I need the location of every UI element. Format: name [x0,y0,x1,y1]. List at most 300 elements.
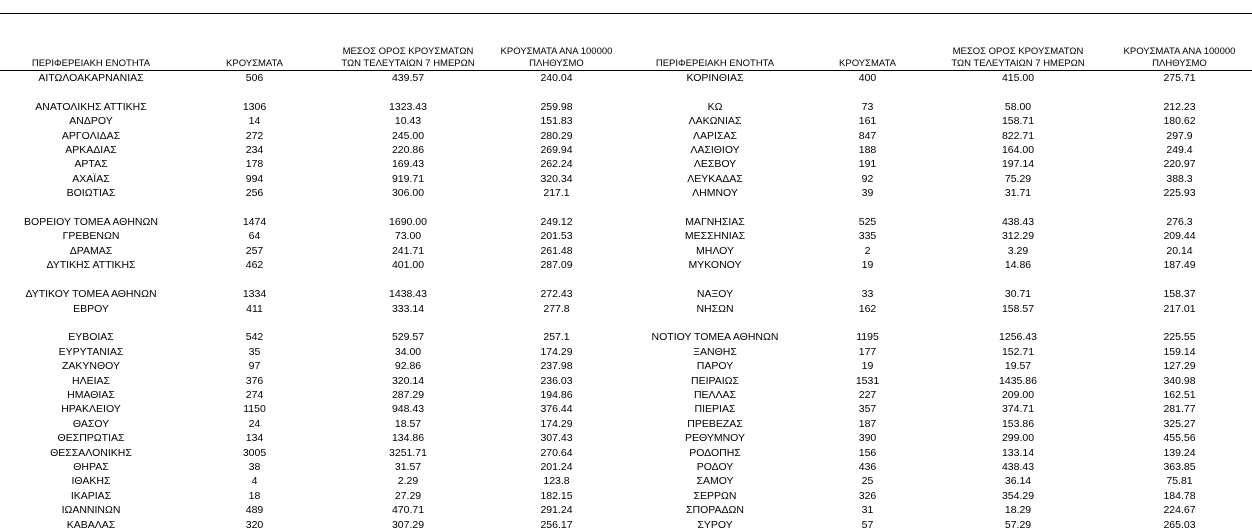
region-cell: ΣΠΟΡΑΔΩΝ [686,504,744,517]
value-cell: 164.00 [1001,144,1035,157]
region-cell [0,316,182,330]
value-cell: 529.57 [391,331,425,344]
table-row [0,417,1252,431]
value-cell: 436 [858,460,877,473]
value-cell: 376 [245,374,264,387]
value-cell: 209.00 [1001,388,1035,401]
region-cell: ΣΑΜΟΥ [696,475,734,488]
value-cell: 249.12 [540,216,573,229]
table-row [0,143,1252,157]
value-cell: 261.48 [540,244,573,257]
value-cell: 75.29 [1004,172,1032,185]
value-cell: 18.29 [1004,504,1032,517]
value-cell: 14.86 [1004,259,1032,272]
value-cell: 39 [861,187,874,200]
table-body [0,71,1252,532]
value-cell [489,316,624,330]
value-cell: 272.43 [540,288,573,301]
value-cell: 270.64 [540,446,573,459]
column-header [327,40,489,71]
value-cell: 265.03 [1163,518,1196,531]
region-cell: ΗΛΕΙΑΣ [71,374,110,387]
value-cell: 180.62 [1163,115,1196,128]
region-cell: ΒΟΡΕΙΟΥ ΤΟΜΕΑ ΑΘΗΝΩΝ [24,216,158,229]
column-header [489,40,624,71]
value-cell: 1323.43 [389,100,427,113]
region-cell [624,201,806,215]
column-header [0,40,182,71]
value-cell: 401.00 [391,259,425,272]
region-cell: ΓΡΕΒΕΝΩΝ [62,230,120,243]
value-cell: 240.04 [540,72,573,84]
value-cell: 191 [858,158,877,171]
region-cell: ΠΡΕΒΕΖΑΣ [687,417,743,430]
value-cell: 27.29 [394,489,422,502]
region-cell: ΗΜΑΘΙΑΣ [67,388,115,401]
value-cell: 241.71 [391,244,425,257]
value-cell: 225.55 [1163,331,1196,344]
column-header-line [182,46,327,58]
region-cell: ΠΕΙΡΑΙΩΣ [691,374,739,387]
value-cell: 276.3 [1166,216,1193,229]
region-cell: ΝΟΤΙΟΥ ΤΟΜΕΑ ΑΘΗΝΩΝ [651,331,779,344]
value-cell: 158.71 [1001,115,1035,128]
table-row [0,172,1252,186]
column-header-line: ΠΛΗΘΥΣΜΟ [1152,58,1207,69]
column-header [624,40,806,71]
column-header-line: ΜΕΣΟΣ ΟΡΟΣ ΚΡΟΥΣΜΑΤΩΝ [952,46,1084,57]
column-header-line: ΠΕΡΙΦΕΡΕΙΑΚΗ ΕΝΟΤΗΤΑ [655,58,775,69]
value-cell: 161 [858,115,877,128]
value-cell: 390 [858,432,877,445]
region-cell: ΑΝΑΤΟΛΙΚΗΣ ΑΤΤΙΚΗΣ [35,100,147,113]
table-row [0,402,1252,416]
value-cell: 92 [861,172,874,185]
value-cell: 20.14 [1166,244,1193,257]
value-cell: 455.56 [1163,432,1196,445]
value-cell: 127.29 [1163,360,1196,373]
value-cell: 281.77 [1163,403,1196,416]
value-cell: 307.43 [540,432,573,445]
value-cell: 333.14 [391,302,425,315]
region-cell: ΖΑΚΥΝΘΟΥ [61,360,120,373]
region-cell: ΠΑΡΟΥ [696,360,734,373]
value-cell: 256.17 [540,518,573,531]
value-cell: 182.15 [540,489,573,502]
table-row [0,100,1252,114]
value-cell: 10.43 [394,115,422,128]
column-header-line: ΠΕΡΙΦΕΡΕΙΑΚΗ ΕΝΟΤΗΤΑ [31,58,151,69]
table-row [0,71,1252,86]
value-cell: 97 [248,360,261,373]
value-cell: 162 [858,302,877,315]
value-cell: 236.03 [540,374,573,387]
region-cell: ΕΥΒΟΙΑΣ [68,331,114,344]
value-cell: 287.09 [540,259,573,272]
value-cell [327,316,489,330]
value-cell [929,85,1107,99]
region-cell: ΡΕΘΥΜΝΟΥ [684,432,745,445]
table-row [0,489,1252,503]
value-cell: 36.14 [1004,475,1032,488]
value-cell: 31.71 [1004,187,1032,200]
value-cell: 234 [245,144,264,157]
value-cell [806,85,929,99]
value-cell: 139.24 [1163,446,1196,459]
table-row [0,287,1252,301]
region-cell: ΣΕΡΡΩΝ [693,489,737,502]
value-cell: 212.23 [1163,100,1196,113]
value-cell: 4 [251,475,258,488]
value-cell [929,201,1107,215]
value-cell: 38 [248,460,261,473]
region-cell: ΔΡΑΜΑΣ [69,244,113,257]
value-cell: 24 [248,417,261,430]
value-cell: 19 [861,360,874,373]
value-cell [182,316,327,330]
spacer-row [0,201,1252,215]
value-cell: 259.98 [540,100,573,113]
value-cell: 31 [861,504,874,517]
table-row [0,129,1252,143]
cases-table [0,40,1252,532]
region-cell: ΠΙΕΡΙΑΣ [694,403,736,416]
value-cell: 388.3 [1166,172,1193,185]
region-cell: ΘΑΣΟΥ [72,417,110,430]
value-cell: 822.71 [1001,129,1035,142]
value-cell: 57 [861,518,874,531]
column-header-line [0,46,182,58]
value-cell: 187 [858,417,877,430]
region-cell: ΛΑΣΙΘΙΟΥ [690,144,740,157]
value-cell [1107,201,1252,215]
region-cell: ΘΕΣΣΑΛΟΝΙΚΗΣ [50,446,132,459]
value-cell [806,316,929,330]
region-cell: ΛΑΚΩΝΙΑΣ [688,115,742,128]
value-cell: 297.9 [1166,129,1193,142]
value-cell: 291.24 [540,504,573,517]
region-cell: ΜΗΛΟΥ [696,244,734,257]
value-cell: 542 [245,331,264,344]
region-cell: ΛΕΣΒΟΥ [693,158,737,171]
value-cell: 277.8 [543,302,570,315]
value-cell: 162.51 [1163,388,1196,401]
region-cell: ΞΑΝΘΗΣ [693,345,737,358]
value-cell: 158.37 [1163,288,1196,301]
value-cell: 57.29 [1004,518,1032,531]
value-cell: 262.24 [540,158,573,171]
value-cell [1107,316,1252,330]
region-cell [0,85,182,99]
value-cell: 363.85 [1163,460,1196,473]
column-header-line: ΜΕΣΟΣ ΟΡΟΣ ΚΡΟΥΣΜΑΤΩΝ [342,46,474,57]
value-cell: 280.29 [540,129,573,142]
spacer-row [0,85,1252,99]
table-row [0,460,1252,474]
table-row [0,431,1252,445]
header-row [0,40,1252,71]
value-cell: 325.27 [1163,417,1196,430]
value-cell [1107,85,1252,99]
region-cell [0,201,182,215]
table-row [0,503,1252,517]
value-cell: 153.86 [1001,417,1035,430]
value-cell: 18.57 [394,417,422,430]
region-cell: ΠΕΛΛΑΣ [693,388,737,401]
table-row [0,302,1252,316]
value-cell: 177 [858,345,877,358]
value-cell: 299.00 [1001,432,1035,445]
region-cell [624,273,806,287]
region-cell: ΑΧΑΪΑΣ [72,172,110,185]
region-cell: ΑΡΤΑΣ [74,158,108,171]
value-cell: 320.34 [540,172,573,185]
region-cell: ΛΕΥΚΑΔΑΣ [687,172,743,185]
region-cell: ΣΥΡΟΥ [697,518,733,531]
value-cell: 73.00 [394,230,422,243]
value-cell [327,273,489,287]
column-header [806,40,929,71]
value-cell: 1531 [855,374,880,387]
table-row [0,186,1252,200]
table-row [0,157,1252,171]
table-row [0,330,1252,344]
table-row [0,388,1252,402]
value-cell: 335 [858,230,877,243]
value-cell: 30.71 [1004,288,1032,301]
region-cell: ΒΟΙΩΤΙΑΣ [66,187,116,200]
table-row [0,359,1252,373]
region-cell: ΑΝΔΡΟΥ [69,115,113,128]
region-cell: ΜΕΣΣΗΝΙΑΣ [684,230,746,243]
table-row [0,374,1252,388]
value-cell: 35 [248,345,261,358]
region-cell [0,273,182,287]
value-cell: 201.24 [540,460,573,473]
region-cell: ΚΑΒΑΛΑΣ [66,518,116,531]
value-cell: 272 [245,129,264,142]
table-row [0,518,1252,532]
region-cell: ΝΑΞΟΥ [696,288,734,301]
value-cell: 159.14 [1163,345,1196,358]
column-header-line: ΚΡΟΥΣΜΑΤΑ [839,58,896,69]
value-cell: 33 [861,288,874,301]
value-cell: 439.57 [391,72,425,84]
value-cell [182,273,327,287]
value-cell: 1334 [242,288,267,301]
spacer-row [0,316,1252,330]
value-cell: 340.98 [1163,374,1196,387]
region-cell: ΡΟΔΟΠΗΣ [689,446,741,459]
value-cell: 847 [858,129,877,142]
value-cell: 257.1 [543,331,570,344]
value-cell: 1438.43 [389,288,427,301]
value-cell: 269.94 [540,144,573,157]
value-cell: 156 [858,446,877,459]
region-cell: ΔΥΤΙΚΟΥ ΤΟΜΕΑ ΑΘΗΝΩΝ [25,288,157,301]
column-header-line [806,46,929,58]
value-cell: 287.29 [391,388,425,401]
value-cell: 64 [248,230,261,243]
value-cell: 376.44 [540,403,573,416]
table-row [0,258,1252,272]
value-cell: 307.29 [391,518,425,531]
value-cell [327,201,489,215]
table-row [0,446,1252,460]
value-cell [182,85,327,99]
value-cell: 73 [861,100,874,113]
region-cell: ΙΚΑΡΙΑΣ [70,489,112,502]
value-cell: 357 [858,403,877,416]
value-cell: 320.14 [391,374,425,387]
region-cell: ΘΗΡΑΣ [73,460,109,473]
value-cell: 209.44 [1163,230,1196,243]
value-cell: 489 [245,504,264,517]
table-row [0,229,1252,243]
column-header-line: ΚΡΟΥΣΜΑΤΑ ΑΝΑ 100000 [500,46,613,57]
region-cell: ΑΙΤΩΛΟΑΚΑΡΝΑΝΙΑΣ [38,72,144,84]
value-cell: 188 [858,144,877,157]
value-cell: 1474 [242,216,267,229]
region-cell: ΑΡΚΑΔΙΑΣ [65,144,117,157]
region-cell: ΝΗΣΩΝ [696,302,734,315]
value-cell: 1306 [242,100,267,113]
value-cell: 1690.00 [389,216,427,229]
value-cell: 2 [864,244,871,257]
table-row [0,244,1252,258]
value-cell: 274 [245,388,264,401]
value-cell: 19.57 [1004,360,1032,373]
value-cell: 158.57 [1001,302,1035,315]
region-cell: ΕΥΡΥΤΑΝΙΑΣ [58,345,124,358]
column-header-line [624,46,806,58]
value-cell: 152.71 [1001,345,1035,358]
value-cell: 134.86 [391,432,425,445]
value-cell: 506 [245,72,264,84]
value-cell [182,201,327,215]
value-cell: 415.00 [1001,72,1035,84]
value-cell: 3.29 [1007,244,1029,257]
value-cell: 25 [861,475,874,488]
value-cell: 312.29 [1001,230,1035,243]
value-cell: 134 [245,432,264,445]
value-cell: 525 [858,216,877,229]
value-cell [806,201,929,215]
value-cell: 994 [245,172,264,185]
region-cell: ΛΗΜΝΟΥ [692,187,738,200]
value-cell: 174.29 [540,417,573,430]
region-cell: ΕΒΡΟΥ [73,302,109,315]
table-row [0,114,1252,128]
value-cell: 31.57 [394,460,422,473]
value-cell [806,273,929,287]
value-cell: 133.14 [1001,446,1035,459]
value-cell: 462 [245,259,264,272]
region-cell: ΚΩ [707,100,723,113]
value-cell [1107,273,1252,287]
value-cell: 34.00 [394,345,422,358]
value-cell [489,273,624,287]
value-cell: 194.86 [540,388,573,401]
column-header-line: ΠΛΗΘΥΣΜΟ [529,58,584,69]
region-cell: ΙΘΑΚΗΣ [71,475,111,488]
value-cell: 123.8 [543,475,570,488]
table-row [0,345,1252,359]
region-cell: ΜΑΓΝΗΣΙΑΣ [685,216,745,229]
top-rule [0,13,1252,14]
value-cell: 225.93 [1163,187,1196,200]
value-cell: 169.43 [391,158,425,171]
value-cell: 227 [858,388,877,401]
region-cell: ΑΡΓΟΛΙΔΑΣ [61,129,121,142]
value-cell: 438.43 [1001,216,1035,229]
value-cell [929,316,1107,330]
region-cell: ΔΥΤΙΚΗΣ ΑΤΤΙΚΗΣ [46,259,136,272]
value-cell: 2.29 [397,475,419,488]
column-header [182,40,327,71]
value-cell: 948.43 [391,403,425,416]
region-cell [624,316,806,330]
value-cell: 18 [248,489,261,502]
value-cell: 326 [858,489,877,502]
value-cell: 201.53 [540,230,573,243]
value-cell: 470.71 [391,504,425,517]
value-cell: 354.29 [1001,489,1035,502]
column-header-line: ΤΩΝ ΤΕΛΕΥΤΑΙΩΝ 7 ΗΜΕΡΩΝ [341,58,475,69]
value-cell: 197.14 [1001,158,1035,171]
value-cell: 224.67 [1163,504,1196,517]
value-cell: 257 [245,244,264,257]
value-cell: 320 [245,518,264,531]
value-cell: 256 [245,187,264,200]
value-cell: 151.83 [540,115,573,128]
value-cell: 400 [858,72,877,84]
region-cell: ΛΑΡΙΣΑΣ [693,129,737,142]
value-cell: 174.29 [540,345,573,358]
value-cell: 237.98 [540,360,573,373]
value-cell: 438.43 [1001,460,1035,473]
column-header-line: ΤΩΝ ΤΕΛΕΥΤΑΙΩΝ 7 ΗΜΕΡΩΝ [951,58,1085,69]
value-cell: 3251.71 [389,446,427,459]
value-cell: 275.71 [1163,72,1196,84]
table-row [0,215,1252,229]
column-header [1107,40,1252,71]
value-cell: 1435.86 [999,374,1037,387]
value-cell: 1256.43 [999,331,1037,344]
value-cell: 19 [861,259,874,272]
value-cell: 187.49 [1163,259,1196,272]
value-cell: 220.97 [1163,158,1196,171]
value-cell: 75.81 [1166,475,1193,488]
region-cell [624,85,806,99]
region-cell: ΗΡΑΚΛΕΙΟΥ [61,403,121,416]
value-cell: 249.4 [1166,144,1193,157]
spacer-row [0,273,1252,287]
value-cell: 178 [245,158,264,171]
region-cell: ΡΟΔΟΥ [696,460,734,473]
value-cell: 306.00 [391,187,425,200]
value-cell: 411 [246,302,263,315]
value-cell: 217.01 [1163,302,1196,315]
value-cell: 245.00 [391,129,425,142]
value-cell: 374.71 [1001,403,1035,416]
region-cell: ΙΩΑΝΝΙΝΩΝ [61,504,121,517]
table-row [0,474,1252,488]
value-cell: 919.71 [391,172,425,185]
value-cell [489,85,624,99]
column-header-line: ΚΡΟΥΣΜΑΤΑ ΑΝΑ 100000 [1123,46,1236,57]
value-cell: 58.00 [1004,100,1032,113]
